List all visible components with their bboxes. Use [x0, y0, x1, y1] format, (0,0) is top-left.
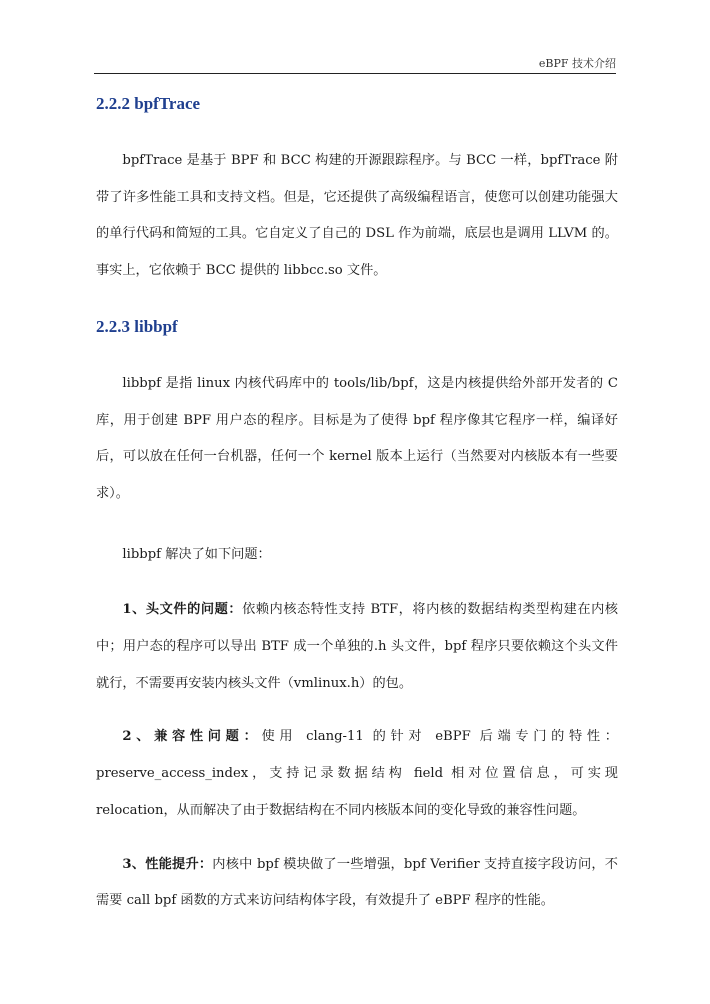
list-item-text: 内核中 bpf 模块做了一些增强，bpf Verifier 支持直接字段访问，不需要 call bpf 函数的方式来访问结构体字段，有效提升了 eBPF 程序的性能。: [96, 856, 618, 909]
list-item-text: 依赖内核态特性支持 BTF，将内核的数据结构类型构建在内核中；用户态的程序可以导出 BTF 成一个单独的.h 头文件，bpf 程序只要依赖这个头文件就行，不需要再安装内核头文件（vmlinux.h）的包。: [96, 602, 618, 691]
paragraph-libbpf-intro: libbpf 解决了如下问题：: [122, 546, 271, 562]
section-heading-bpftrace: 2.2.2 bpfTrace: [96, 94, 201, 113]
list-item-label: 3、性能提升：: [122, 856, 213, 872]
list-item-compatibility: [96, 719, 618, 829]
section-heading-libbpf: 2.2.3 libbpf: [96, 316, 178, 336]
header-rule: [94, 73, 616, 74]
list-item-headers: [96, 592, 618, 702]
paragraph-libbpf: libbpf 是指 linux 内核代码库中的 tools/lib/bpf，这是内核提供给外部开发者的 C 库，用于创建 BPF 用户态的程序。目标是为了使得 bpf 程序像其它程序一样，编译好后，可以放在任何一台机器，任何一个 kernel 版本上运行（当然要对内核版本有一些要求）。: [96, 375, 618, 501]
paragraph-bpftrace: bpfTrace 是基于 BPF 和 BCC 构建的开源跟踪程序。与 BCC 一样，bpfTrace 附带了许多性能工具和支持文档。但是，它还提供了高级编程语言，使您可以创建功能强大的单行代码和简短的工具。它自定义了自己的 DSL 作为前端，底层也是调用 LLVM 的。事实上，它依赖于 BCC 提供的 libbcc.so 文件。: [96, 153, 618, 279]
list-item-label: 2、兼容性问题：: [122, 729, 262, 745]
list-item-label: 1、头文件的问题：: [122, 602, 243, 618]
list-item-performance: [96, 847, 618, 920]
header-title: eBPF 技术介绍: [538, 57, 616, 70]
document-body: [96, 92, 618, 920]
list-item-text: 使用 clang-11 的针对 eBPF 后端专门的特性：preserve_access_index，支持记录数据结构 field 相对位置信息，可实现 relocation，从而解决了由于数据结构在不同内核版本间的变化导致的兼容性问题。: [96, 729, 618, 818]
